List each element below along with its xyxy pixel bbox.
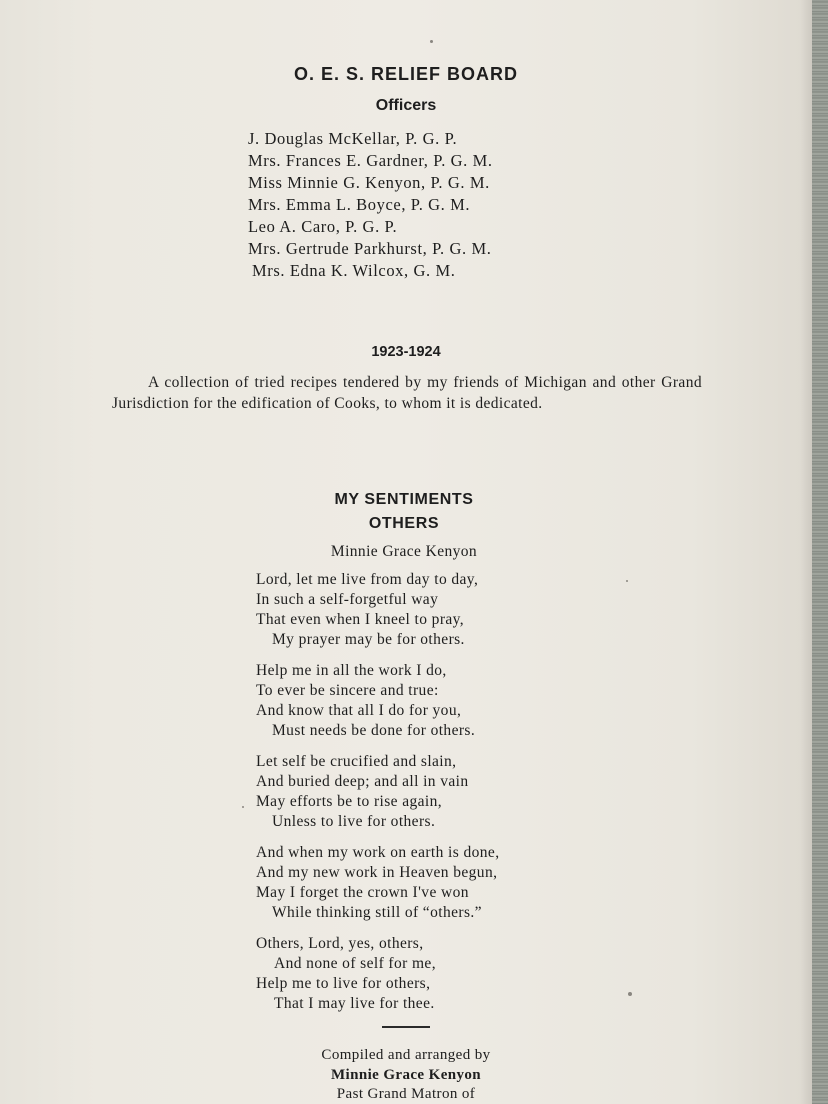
book-cover-edge xyxy=(812,0,828,1104)
officer-item: Mrs. Gertrude Parkhurst, P. G. M. xyxy=(248,239,492,258)
poem-line: That I may live for thee. xyxy=(274,995,435,1012)
poem-line: Others, Lord, yes, others, xyxy=(256,935,424,952)
poem-line: And buried deep; and all in vain xyxy=(256,773,469,790)
poem-line: While thinking still of “others.” xyxy=(272,904,482,921)
poem-line: And when my work on earth is done, xyxy=(256,844,500,861)
poem-line: And my new work in Heaven begun, xyxy=(256,864,498,881)
poem-line: Help me to live for others, xyxy=(256,975,431,992)
paper-speck xyxy=(242,806,244,808)
officers-heading: Officers xyxy=(375,97,437,114)
poem-line: In such a self-forgetful way xyxy=(256,591,439,608)
officer-item: Mrs. Emma L. Boyce, P. G. M. xyxy=(248,195,471,214)
poem-line: And none of self for me, xyxy=(274,955,436,972)
paper-speck xyxy=(430,40,433,43)
poem-stanza xyxy=(256,570,499,650)
page-edge-shadow xyxy=(800,0,812,1104)
poem-line: May efforts be to rise again, xyxy=(256,793,443,810)
compiler-name: Minnie Grace Kenyon xyxy=(330,1067,482,1083)
paper-speck xyxy=(628,992,632,996)
poem-line: Must needs be done for others. xyxy=(272,722,476,739)
paper-speck xyxy=(626,580,628,582)
dedication-paragraph: A collection of tried recipes tendered by my friends of Michigan and other Grand Jurisdiction for the edification of Cooks, to whom it is dedicated. xyxy=(112,374,702,412)
poem-stanza xyxy=(256,752,499,832)
poem-line: That even when I kneel to pray, xyxy=(256,611,465,628)
poem-line: Help me in all the work I do, xyxy=(256,662,447,679)
poem-author: Minnie Grace Kenyon xyxy=(330,543,478,560)
poem-stanza xyxy=(256,934,499,1014)
poem-line: Lord, let me live from day to day, xyxy=(256,571,479,588)
poem-line: To ever be sincere and true: xyxy=(256,682,439,699)
officer-item: Miss Minnie G. Kenyon, P. G. M. xyxy=(248,173,490,192)
officer-item: J. Douglas McKellar, P. G. P. xyxy=(248,129,458,148)
year-heading: 1923-1924 xyxy=(371,344,441,360)
officers-list xyxy=(248,128,493,282)
officer-item: Leo A. Caro, P. G. P. xyxy=(248,217,398,236)
poem-title: OTHERS xyxy=(368,515,440,532)
credit-line: Compiled and arranged by xyxy=(321,1047,491,1063)
officer-item: Mrs. Frances E. Gardner, P. G. M. xyxy=(248,151,493,170)
credit-line: Past Grand Matron of xyxy=(336,1086,476,1102)
poem-line: Let self be crucified and slain, xyxy=(256,753,457,770)
page-title: O. E. S. RELIEF BOARD xyxy=(293,64,519,84)
poem-line: And know that all I do for you, xyxy=(256,702,462,719)
poem-body xyxy=(256,570,499,1025)
poem-heading: MY SENTIMENTS xyxy=(334,491,474,508)
poem-stanza xyxy=(256,843,499,923)
poem-line: May I forget the crown I've won xyxy=(256,884,469,901)
divider xyxy=(382,1026,430,1028)
poem-line: My prayer may be for others. xyxy=(272,631,465,648)
poem-line: Unless to live for others. xyxy=(272,813,436,830)
officer-item: Mrs. Edna K. Wilcox, G. M. xyxy=(252,261,456,280)
poem-stanza xyxy=(256,661,499,741)
